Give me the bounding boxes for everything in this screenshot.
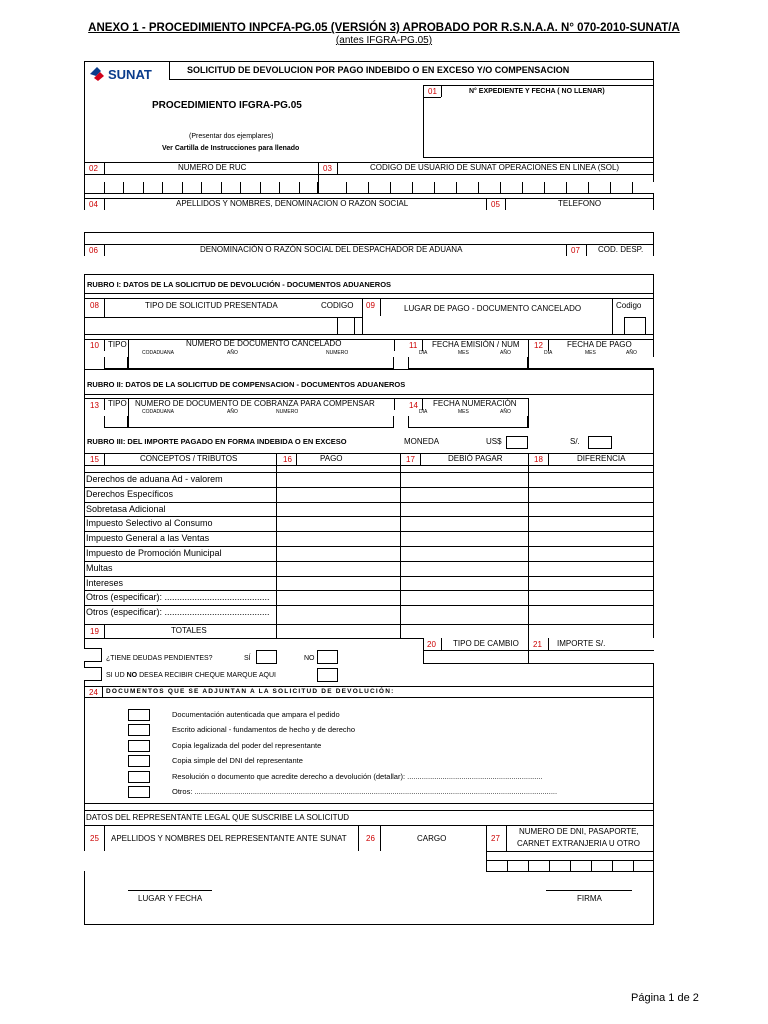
annex-title: ANEXO 1 - PROCEDIMIENTO INPCFA-PG.05 (VERSIÓN 3) APROBADO POR R.S.N.A.A. N° 070-2010-SUNAT/A xyxy=(88,22,680,34)
concept-label: Multas xyxy=(86,563,113,573)
document-label: Resolución o documento que acredite derecho a devolución (detallar): ................................................................. xyxy=(172,772,543,781)
amount-cell-diferencia[interactable] xyxy=(528,487,654,502)
cobranza-number-input[interactable] xyxy=(128,416,394,428)
amount-cell-pago[interactable] xyxy=(276,472,400,487)
cobranza-doc-label: NUMERO DE DOCUMENTO DE COBRANZA PARA COMPENSAR xyxy=(135,399,375,408)
logo-text: SUNAT xyxy=(108,67,152,82)
concepts-header: CONCEPTOS / TRIBUTOS xyxy=(140,454,238,463)
field-23-box xyxy=(84,667,102,681)
field-06-num: 06 xyxy=(89,246,98,255)
rep-id-label-1: NUMERO DE DNI, PASAPORTE, xyxy=(519,827,639,836)
amount-cell-pago[interactable] xyxy=(276,590,400,605)
solicitud-type-label: TIPO DE SOLICITUD PRESENTADA xyxy=(145,301,278,310)
sub-label: DIA xyxy=(419,350,428,356)
sol-code-label: CODIGO DE USUARIO DE SUNAT OPERACIONES EN LINEA (SOL) xyxy=(370,163,620,172)
sub-label: AÑO xyxy=(500,350,511,356)
signature-label: FIRMA xyxy=(577,894,602,903)
field-13-tipo: TIPO xyxy=(108,399,127,408)
sub-label: MES xyxy=(458,350,469,356)
amount-cell-diferencia[interactable] xyxy=(528,531,654,546)
name-input[interactable] xyxy=(84,210,486,232)
cobranza-type-input[interactable] xyxy=(104,416,128,428)
concept-label: Derechos Específicos xyxy=(86,489,174,499)
page-number: Página 1 de 2 xyxy=(631,992,699,1004)
amount-cell-debio[interactable] xyxy=(400,546,528,561)
concept-label: Intereses xyxy=(86,578,124,588)
concept-label: Otros (especificar): .......................................... xyxy=(86,592,270,602)
phone-label: TELEFONO xyxy=(558,199,602,208)
field-24-num: 24 xyxy=(89,688,98,697)
field-01-num: 01 xyxy=(428,87,437,96)
amount-cell-pago[interactable] xyxy=(276,546,400,561)
amount-cell-debio[interactable] xyxy=(400,590,528,605)
no-cheque-checkbox[interactable] xyxy=(317,668,338,682)
pago-header: PAGO xyxy=(320,454,343,463)
sunat-logo xyxy=(88,64,166,84)
amount-cell-diferencia[interactable] xyxy=(528,472,654,487)
name-label: APELLIDOS Y NOMBRES, DENOMINACION O RAZON SOCIAL xyxy=(176,199,409,208)
annex-subtitle: (antes IFGRA-PG.05) xyxy=(335,35,433,46)
sub-label: CODADUANA xyxy=(142,409,174,415)
field-01-label: N° EXPEDIENTE Y FECHA ( NO LLENAR) xyxy=(469,88,605,95)
document-checkbox[interactable] xyxy=(128,755,150,767)
rubro-3-title: RUBRO III: DEL IMPORTE PAGADO EN FORMA INDEBIDA O EN EXCESO xyxy=(87,437,347,446)
debts-yes-checkbox[interactable] xyxy=(256,650,277,664)
concept-label: Impuesto Selectivo al Consumo xyxy=(86,518,213,528)
amount-cell-debio[interactable] xyxy=(400,576,528,591)
soles-checkbox[interactable] xyxy=(588,436,612,449)
cod-desp-label: COD. DESP. xyxy=(598,245,644,254)
document-checkbox[interactable] xyxy=(128,786,150,798)
field-18-num: 18 xyxy=(534,455,543,464)
copies-note: (Presentar dos ejemplares) xyxy=(189,133,274,140)
debts-yes-label: SÍ xyxy=(244,655,251,662)
document-checkbox[interactable] xyxy=(128,709,150,721)
rep-name-label: APELLIDOS Y NOMBRES DEL REPRESENTANTE ANTE SUNAT xyxy=(111,834,347,843)
rep-position-input[interactable] xyxy=(358,851,486,871)
concept-label: Otros (especificar): .......................................... xyxy=(86,607,270,617)
sub-label: DIA xyxy=(544,350,553,356)
field-09-code-label: Codigo xyxy=(616,301,642,310)
sub-label: CODADUANA xyxy=(142,350,174,356)
document-checkbox[interactable] xyxy=(128,740,150,752)
rubro-2-title: RUBRO II: DATOS DE LA SOLICITUD DE COMPENSACION - DOCUMENTOS ADUANEROS xyxy=(87,380,406,389)
representative-header: DATOS DEL REPRESENTANTE LEGAL QUE SUSCRIBE LA SOLICITUD xyxy=(86,813,350,822)
rubro-1-title: RUBRO I: DATOS DE LA SOLICITUD DE DEVOLUCIÓN - DOCUMENTOS ADUANEROS xyxy=(87,280,392,289)
field-12-num: 12 xyxy=(534,341,543,350)
concept-label: Impuesto General a las Ventas xyxy=(86,533,210,543)
document-label: Copia simple del DNI del representante xyxy=(172,756,303,765)
field-05-num: 05 xyxy=(491,200,500,209)
field-10-tipo: TIPO xyxy=(108,340,127,349)
amount-cell-pago[interactable] xyxy=(276,516,400,531)
document-label: Escrito adicional - fundamentos de hecho y de derecho xyxy=(172,725,356,734)
expediente-box[interactable] xyxy=(423,85,654,158)
debts-no-label: NO xyxy=(304,655,315,662)
field-21-num: 21 xyxy=(533,640,542,649)
field-03-num: 03 xyxy=(323,164,332,173)
field-08-num: 08 xyxy=(90,301,99,310)
attached-docs-label: DOCUMENTOS QUE SE ADJUNTAN A LA SOLICITUD DE DEVOLUCIÓN: xyxy=(106,688,395,695)
numeracion-date-input[interactable] xyxy=(408,416,528,428)
doc-number-input[interactable] xyxy=(128,357,394,369)
amount-cell-diferencia[interactable] xyxy=(528,576,654,591)
field-13-num: 13 xyxy=(90,401,99,410)
amount-cell-pago[interactable] xyxy=(276,487,400,502)
amount-cell-debio[interactable] xyxy=(400,472,528,487)
sub-label: AÑO xyxy=(227,409,238,415)
amount-cell-pago[interactable] xyxy=(276,605,400,620)
sub-label: AÑO xyxy=(227,350,238,356)
amount-cell-pago[interactable] xyxy=(276,561,400,576)
sub-label: MES xyxy=(585,350,596,356)
amount-cell-diferencia[interactable] xyxy=(528,590,654,605)
field-26-num: 26 xyxy=(366,834,375,843)
concept-label: Impuesto de Promoción Municipal xyxy=(86,548,222,558)
import-label: IMPORTE S/. xyxy=(557,639,606,648)
amount-cell-debio[interactable] xyxy=(400,516,528,531)
phone-input[interactable] xyxy=(486,210,654,232)
ruc-input[interactable] xyxy=(104,182,318,193)
field-02-num: 02 xyxy=(89,164,98,173)
emission-date-input[interactable] xyxy=(408,357,528,369)
field-27-num: 27 xyxy=(491,834,500,843)
rep-position-label: CARGO xyxy=(417,834,447,843)
sub-label: NUMERO xyxy=(276,409,299,415)
numeracion-date-label: FECHA NUMERACIÓN xyxy=(433,399,517,408)
solicitud-code-input[interactable] xyxy=(337,317,355,334)
concept-label: Derechos de aduana Ad - valorem xyxy=(86,474,223,484)
ruc-label: NUMERO DE RUC xyxy=(178,163,247,172)
amount-cell-debio[interactable] xyxy=(400,502,528,517)
debts-no-checkbox[interactable] xyxy=(317,650,338,664)
document-checkbox[interactable] xyxy=(128,724,150,736)
amount-cell-pago[interactable] xyxy=(276,531,400,546)
currency-label: MONEDA xyxy=(404,437,440,446)
place-code-input[interactable] xyxy=(624,317,646,334)
amount-cell-diferencia[interactable] xyxy=(528,546,654,561)
amount-cell-debio[interactable] xyxy=(400,561,528,576)
doc-type-input[interactable] xyxy=(104,357,128,369)
totals-label: TOTALES xyxy=(171,626,207,635)
sub-label: DIA xyxy=(419,409,428,415)
amount-cell-pago[interactable] xyxy=(276,576,400,591)
place-date-label: LUGAR Y FECHA xyxy=(138,894,203,903)
document-label: Documentación autenticada que ampara el pedido xyxy=(172,710,340,719)
form-title: SOLICITUD DE DEVOLUCION POR PAGO INDEBIDO O EN EXCESO Y/O COMPENSACION xyxy=(187,65,570,75)
sub-label: AÑO xyxy=(500,409,511,415)
document-label: Copia legalizada del poder del representante xyxy=(172,741,322,750)
amount-cell-debio[interactable] xyxy=(400,531,528,546)
sub-label: NUMERO xyxy=(326,350,349,356)
amount-cell-diferencia[interactable] xyxy=(528,516,654,531)
usd-checkbox[interactable] xyxy=(506,436,528,449)
doc-number-label: NUMERO DE DOCUMENTO CANCELADO xyxy=(186,339,342,348)
usd-label: US$ xyxy=(486,437,502,446)
sub-label: AÑO xyxy=(626,350,637,356)
payment-place-label: LUGAR DE PAGO - DOCUMENTO CANCELADO xyxy=(404,304,582,313)
field-08-code-label: CODIGO xyxy=(321,301,354,310)
cheque-label: SI UD NO DESEA RECIBIR CHEQUE MARQUE AQUI xyxy=(106,672,276,679)
rep-id-label-2: CARNET EXTRANJERIA U OTRO xyxy=(517,839,640,848)
debio-header: DEBIÓ PAGAR xyxy=(448,454,503,463)
document-label: Otros: .............................................................................................................................................................................. xyxy=(172,787,558,796)
instructions-note: Ver Cartilla de Instrucciones para llenado xyxy=(162,145,300,152)
field-09-num: 09 xyxy=(366,301,375,310)
amount-cell-debio[interactable] xyxy=(400,487,528,502)
field-10-num: 10 xyxy=(90,341,99,350)
concept-label: Sobretasa Adicional xyxy=(86,504,166,514)
field-14-num: 14 xyxy=(409,401,418,410)
amount-cell-diferencia[interactable] xyxy=(528,561,654,576)
field-16-num: 16 xyxy=(283,455,292,464)
amount-cell-diferencia[interactable] xyxy=(528,605,654,620)
rep-name-input[interactable] xyxy=(84,851,358,871)
field-04-num: 04 xyxy=(89,200,98,209)
field-25-num: 25 xyxy=(90,834,99,843)
soles-label: S/. xyxy=(570,437,580,446)
amount-cell-debio[interactable] xyxy=(400,605,528,620)
amount-cell-pago[interactable] xyxy=(276,502,400,517)
sub-label: MES xyxy=(458,409,469,415)
field-22-box xyxy=(84,648,102,662)
field-19-num: 19 xyxy=(90,627,99,636)
despachador-label: DENOMINACIÓN O RAZÓN SOCIAL DEL DESPACHADOR DE ADUANA xyxy=(200,245,463,254)
procedure-title: PROCEDIMIENTO IFGRA-PG.05 xyxy=(152,100,302,111)
amount-cell-diferencia[interactable] xyxy=(528,502,654,517)
field-15-num: 15 xyxy=(90,455,99,464)
exchange-rate-label: TIPO DE CAMBIO xyxy=(453,639,519,648)
field-17-num: 17 xyxy=(406,455,415,464)
field-11-num: 11 xyxy=(409,341,418,350)
emission-date-label: FECHA EMISIÓN / NUM xyxy=(432,340,520,349)
cod-desp-input[interactable] xyxy=(566,256,654,274)
despachador-input[interactable] xyxy=(84,256,566,274)
diferencia-header: DIFERENCIA xyxy=(577,454,626,463)
payment-date-label: FECHA DE PAGO xyxy=(567,340,632,349)
document-checkbox[interactable] xyxy=(128,771,150,783)
field-07-num: 07 xyxy=(571,246,580,255)
payment-date-input[interactable] xyxy=(528,357,654,369)
field-20-num: 20 xyxy=(427,640,436,649)
debts-label: ¿TIENE DEUDAS PENDIENTES? xyxy=(106,655,213,662)
